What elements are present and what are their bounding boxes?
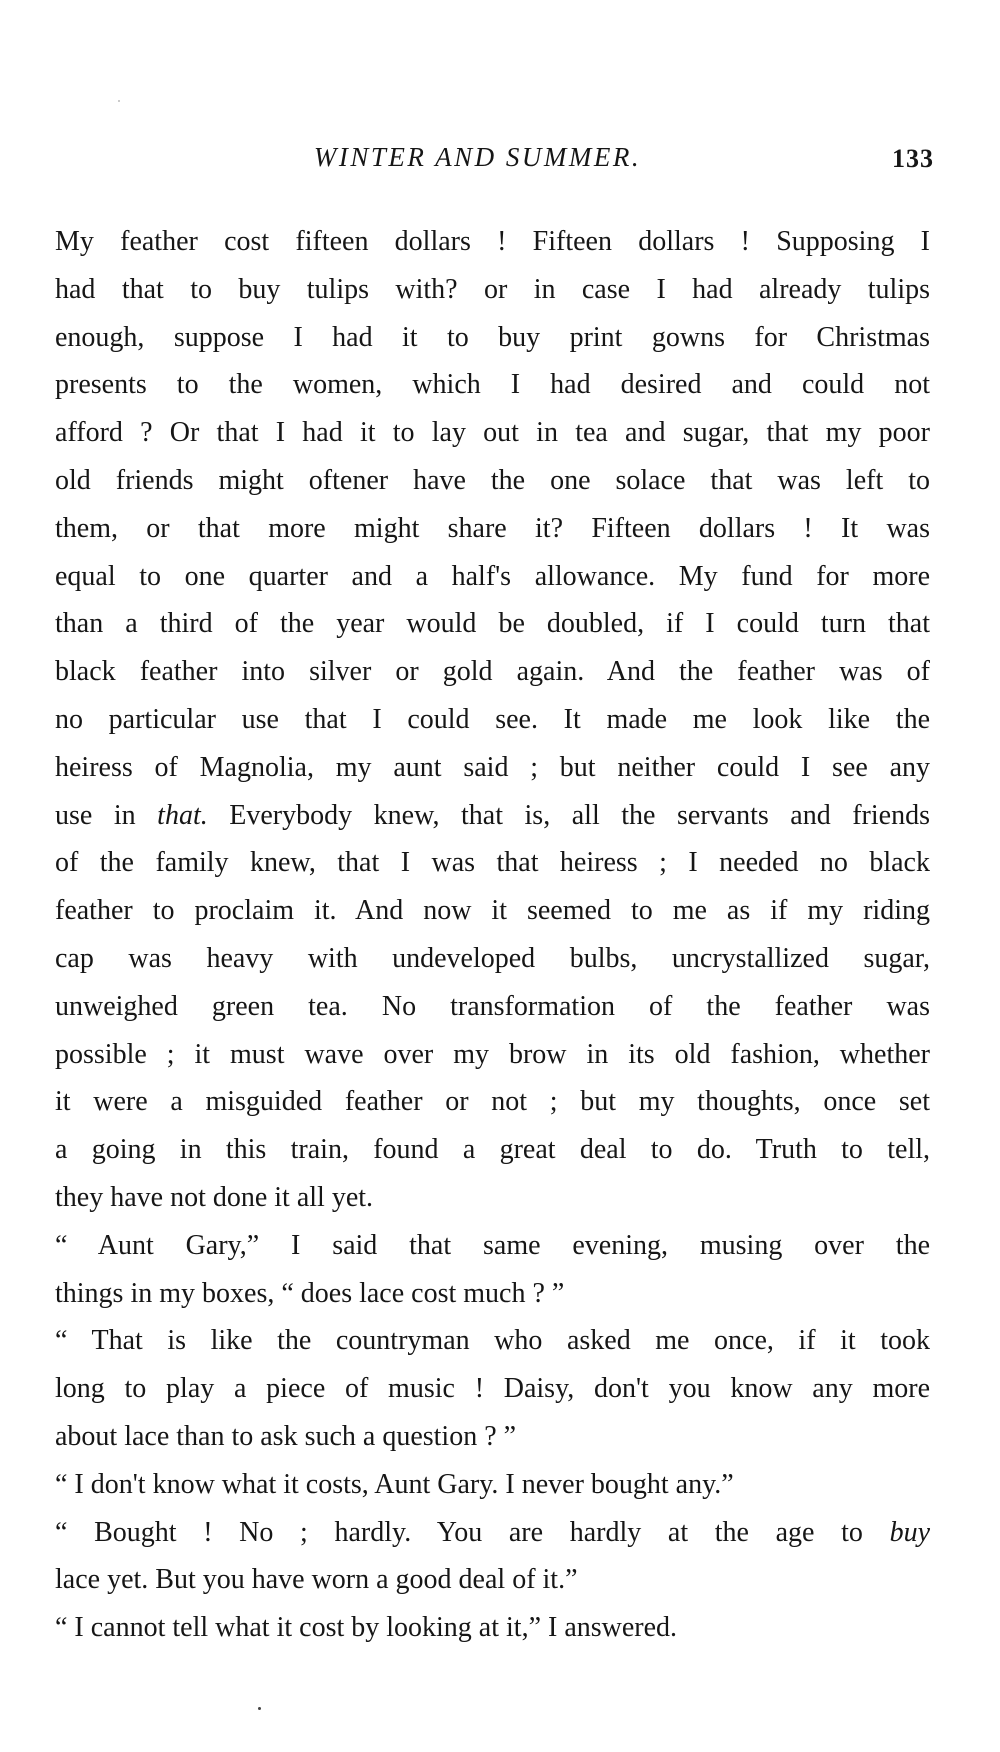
- page-number: 133: [892, 144, 934, 173]
- paragraph-5: [55, 1509, 930, 1605]
- text-line: feather to proclaim it. And now it seemed to me as if my riding: [55, 895, 930, 927]
- text-line: “ I cannot tell what it cost by looking at it,” I answered.: [55, 1612, 678, 1644]
- text-line: long to play a piece of music ! Daisy, don't you know any more: [55, 1373, 930, 1405]
- text-line: them, or that more might share it? Fifteen dollars ! It was: [55, 512, 930, 544]
- text-line: things in my boxes, “ does lace cost much ? ”: [55, 1277, 565, 1309]
- text-line: a going in this train, found a great deal to do. Truth to tell,: [55, 1134, 930, 1166]
- text-line: “ Aunt Gary,” I said that same evening, musing over the: [55, 1229, 930, 1261]
- running-title: WINTER AND SUMMER.: [313, 142, 642, 172]
- running-head: [55, 142, 940, 182]
- text-line: cap was heavy with undeveloped bulbs, uncrystallized sugar,: [55, 942, 930, 974]
- italic-word: buy: [889, 1516, 930, 1548]
- text-line: they have not done it all yet.: [55, 1181, 374, 1213]
- text-line: lace yet. But you have worn a good deal of it.”: [55, 1564, 578, 1596]
- text-line: enough, suppose I had it to buy print gowns for Christmas: [55, 321, 930, 353]
- paragraph-1: [55, 218, 930, 1222]
- text-line: presents to the women, which I had desired and could not: [55, 369, 930, 401]
- text-line: [55, 1509, 930, 1557]
- text-line: possible ; it must wave over my brow in its old fashion, whether: [55, 1038, 930, 1070]
- paper-speck: [258, 1707, 261, 1710]
- text-line: “ That is like the countryman who asked me once, if it took: [55, 1325, 930, 1357]
- paper-speck: [118, 100, 120, 102]
- italic-word: that.: [157, 799, 208, 831]
- body-text: [55, 218, 930, 1652]
- paragraph-4: [55, 1461, 930, 1509]
- text-line: [55, 792, 930, 840]
- text-line: had that to buy tulips with? or in case I had already tulips: [55, 273, 930, 305]
- text-line: My feather cost fifteen dollars ! Fifteen dollars ! Supposing I: [55, 226, 930, 257]
- text-line: old friends might oftener have the one solace that was left to: [55, 464, 930, 496]
- paragraph-2: [55, 1222, 930, 1318]
- text-line: equal to one quarter and a half's allowance. My fund for more: [55, 560, 930, 592]
- text-line: unweighed green tea. No transformation of the feather was: [55, 990, 930, 1022]
- paragraph-3: [55, 1317, 930, 1460]
- text-line: of the family knew, that I was that heiress ; I needed no black: [55, 847, 930, 879]
- text-run: Everybody knew, that is, all the servants and friends: [207, 799, 930, 831]
- text-line: “ I don't know what it costs, Aunt Gary. I never bought any.”: [55, 1468, 734, 1500]
- text-line: than a third of the year would be doubled, if I could turn that: [55, 608, 930, 640]
- text-line: it were a misguided feather or not ; but my thoughts, once set: [55, 1086, 930, 1118]
- text-line: about lace than to ask such a question ? ”: [55, 1420, 517, 1452]
- text-line: black feather into silver or gold again. And the feather was of: [55, 656, 930, 688]
- text-run: use in: [55, 799, 158, 831]
- paragraph-6: [55, 1604, 930, 1652]
- text-line: heiress of Magnolia, my aunt said ; but neither could I see any: [55, 751, 930, 783]
- text-run: “ Bought ! No ; hardly. You are hardly at the age to: [55, 1516, 890, 1548]
- text-line: afford ? Or that I had it to lay out in tea and sugar, that my poor: [55, 417, 930, 449]
- text-line: no particular use that I could see. It made me look like the: [55, 703, 930, 735]
